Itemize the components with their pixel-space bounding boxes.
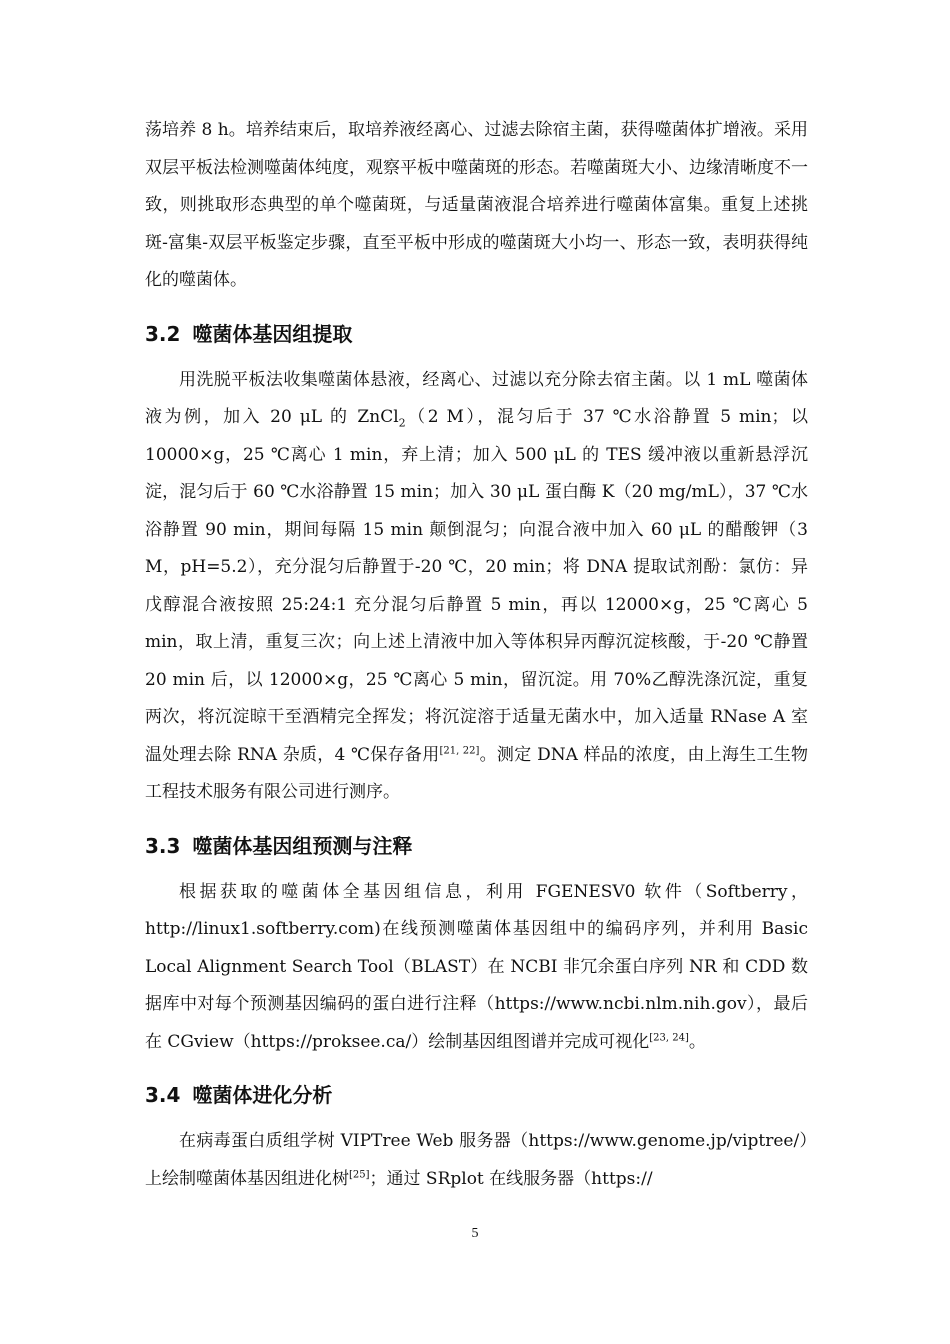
citation: [21, 22] bbox=[439, 744, 480, 756]
section-title: 噬菌体基因组提取 bbox=[192, 321, 353, 346]
section-title: 噬菌体基因组预测与注释 bbox=[192, 833, 413, 858]
text-run: 。 bbox=[688, 1031, 706, 1052]
section-number: 3.2 bbox=[145, 321, 181, 346]
paragraph-evolution-analysis bbox=[145, 1123, 808, 1198]
subscript: 2 bbox=[398, 416, 406, 430]
section-heading-3-2 bbox=[145, 320, 808, 348]
page-number: 5 bbox=[471, 1226, 479, 1241]
text-run: ；通过 SRplot 在线服务器（https:// bbox=[369, 1168, 653, 1189]
paragraph-genome-extraction bbox=[145, 362, 808, 812]
text-run: 在病毒蛋白质组学树 VIPTree Web 服务器（https://www.genome.jp/viptree/）上绘制噬菌体基因组进化树 bbox=[145, 1131, 808, 1189]
paragraph-phage-purification: 荡培养 8 h。培养结束后，取培养液经离心、过滤去除宿主菌，获得噬菌体扩增液。采用双层平板法检测噬菌体纯度，观察平板中噬菌斑的形态。若噬菌斑大小、边缘清晰度不一致，则挑取形态典型的单个噬菌斑，与适量菌液混合培养进行噬菌体富集。重复上述挑斑-富集-双层平板鉴定步骤，直至平板中形成的噬菌斑大小均一、形态一致，表明获得纯化的噬菌体。 bbox=[145, 120, 808, 290]
section-number: 3.4 bbox=[145, 1083, 181, 1107]
paragraph-genome-annotation bbox=[145, 874, 808, 1062]
section-heading-3-3 bbox=[145, 832, 808, 860]
citation: [23, 24] bbox=[649, 1031, 689, 1043]
text-run: 用洗脱平板法收集噬菌体悬液，经离心、过滤以充分除去宿主菌。以 1 mL 噬菌体液为例，加入 20 μL 的 ZnCl bbox=[145, 369, 808, 427]
citation: [25] bbox=[349, 1168, 370, 1180]
text-run: 。测定 DNA 样品的浓度，由上海生工生物工程技术服务有限公司进行测序。 bbox=[145, 744, 809, 802]
section-heading-3-4 bbox=[145, 1081, 808, 1109]
page-body bbox=[145, 112, 808, 1198]
text-run: （2 M），混匀后于 37 ℃水浴静置 5 min；以 10000×g，25 ℃离心 1 min，弃上清；加入 500 μL 的 TES 缓冲液以重新悬浮沉淀，混匀后于 60 ℃水浴静置 15 min；加入 30 μL 蛋白酶 K（20 mg/mL），37 ℃水浴静置 90 min，期间每隔 15 min 颠倒混匀；向混合液中加入 60 μL 的醋酸钾（3 M，pH=5.2），充分混匀后静置于-20 ℃，20 min；将 DNA 提取试剂酚：氯仿：异戊醇混合液按照 25:24:1 充分混匀后静置 5 min，再以 12000×g，25 ℃离心 5 min，取上清，重复三次；向上述上清液中加入等体积异丙醇沉淀核酸，于-20 ℃静置 20 min 后，以 12000×g，25 ℃离心 5 min，留沉淀。用 70%乙醇洗涤沉淀，重复两次，将沉淀晾干至酒精完全挥发；将沉淀溶于适量无菌水中，加入适量 RNase A 室温处理去除 RNA 杂质，4 ℃保存备用 bbox=[145, 407, 808, 765]
section-number: 3.3 bbox=[145, 833, 181, 858]
section-title: 噬菌体进化分析 bbox=[192, 1083, 333, 1107]
text-run: 根据获取的噬菌体全基因组信息，利用 FGENESV0 软件（Softberry，http://linux1.softberry.com)在线预测噬菌体基因组中的编码序列，并利用 Basic Local Alignment Search Tool（BLAST）在 NCBI 非冗余蛋白序列 NR 和 CDD 数据库中对每个预测基因编码的蛋白进行注释（https://www.ncbi.nlm.nih.gov），最后在 CGview（https://proksee.ca/）绘制基因组图谱并完成可视化 bbox=[145, 881, 808, 1052]
